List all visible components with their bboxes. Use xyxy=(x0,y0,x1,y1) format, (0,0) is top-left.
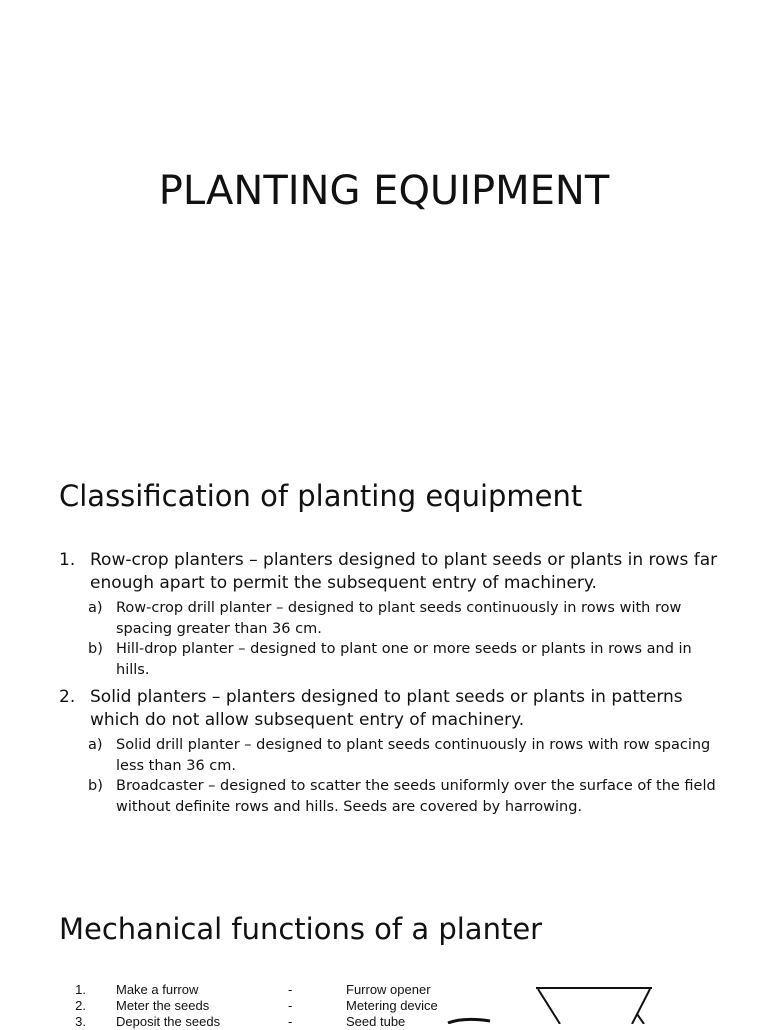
classification-list xyxy=(59,549,719,817)
sub-item-text: Row-crop drill planter – designed to plant seeds continuously in rows with row spacing greater than 36 cm. xyxy=(116,600,682,637)
function-device: Seed tube xyxy=(346,1014,406,1029)
sub-item-letter: a) xyxy=(88,737,103,753)
sub-item-letter: b) xyxy=(88,778,103,794)
list-item xyxy=(59,686,719,817)
row-number: 3. xyxy=(75,1014,86,1029)
function-action: Deposit the seeds xyxy=(116,1014,221,1029)
row-number: 2. xyxy=(75,998,86,1013)
item-text: Row-crop planters – planters designed to plant seeds or plants in rows far enough apart to permit the subsequent entry of machinery. xyxy=(90,550,718,593)
list-item xyxy=(59,549,719,680)
seed-hopper-diagram xyxy=(430,980,680,1024)
mechanical-functions-heading: Mechanical functions of a planter xyxy=(59,912,543,946)
sub-list-item xyxy=(88,598,719,639)
function-action: Make a furrow xyxy=(116,982,199,997)
seed-row-sketch xyxy=(448,1019,490,1023)
sub-list-item xyxy=(88,639,719,680)
sub-list-item xyxy=(88,776,719,817)
separator-dash: - xyxy=(288,998,293,1013)
function-device: Metering device xyxy=(346,998,438,1013)
sub-item-text: Hill-drop planter – designed to plant one or more seeds or plants in rows and in hills. xyxy=(116,641,692,678)
classification-heading: Classification of planting equipment xyxy=(59,479,583,513)
page-title: PLANTING EQUIPMENT xyxy=(158,168,610,214)
item-text: Solid planters – planters designed to plant seeds or plants in patterns which do not allow subsequent entry of machinery. xyxy=(90,687,683,730)
hopper-left-wall xyxy=(538,989,560,1024)
item-number: 2. xyxy=(59,687,76,707)
item-number: 1. xyxy=(59,550,76,570)
function-action: Meter the seeds xyxy=(116,998,210,1013)
function-device: Furrow opener xyxy=(346,982,431,997)
sub-item-text: Broadcaster – designed to scatter the seeds uniformly over the surface of the field without definite rows and hills. Seeds are covered by harrowing. xyxy=(116,778,716,815)
sub-item-text: Solid drill planter – designed to plant seeds continuously in rows with row spacing less than 36 cm. xyxy=(116,737,711,774)
hopper-detail-mark xyxy=(637,1014,644,1024)
separator-dash: - xyxy=(288,1014,293,1029)
sub-item-letter: a) xyxy=(88,600,103,616)
sub-item-letter: b) xyxy=(88,641,103,657)
sub-list-item xyxy=(88,735,719,776)
separator-dash: - xyxy=(288,982,293,997)
row-number: 1. xyxy=(75,982,86,997)
